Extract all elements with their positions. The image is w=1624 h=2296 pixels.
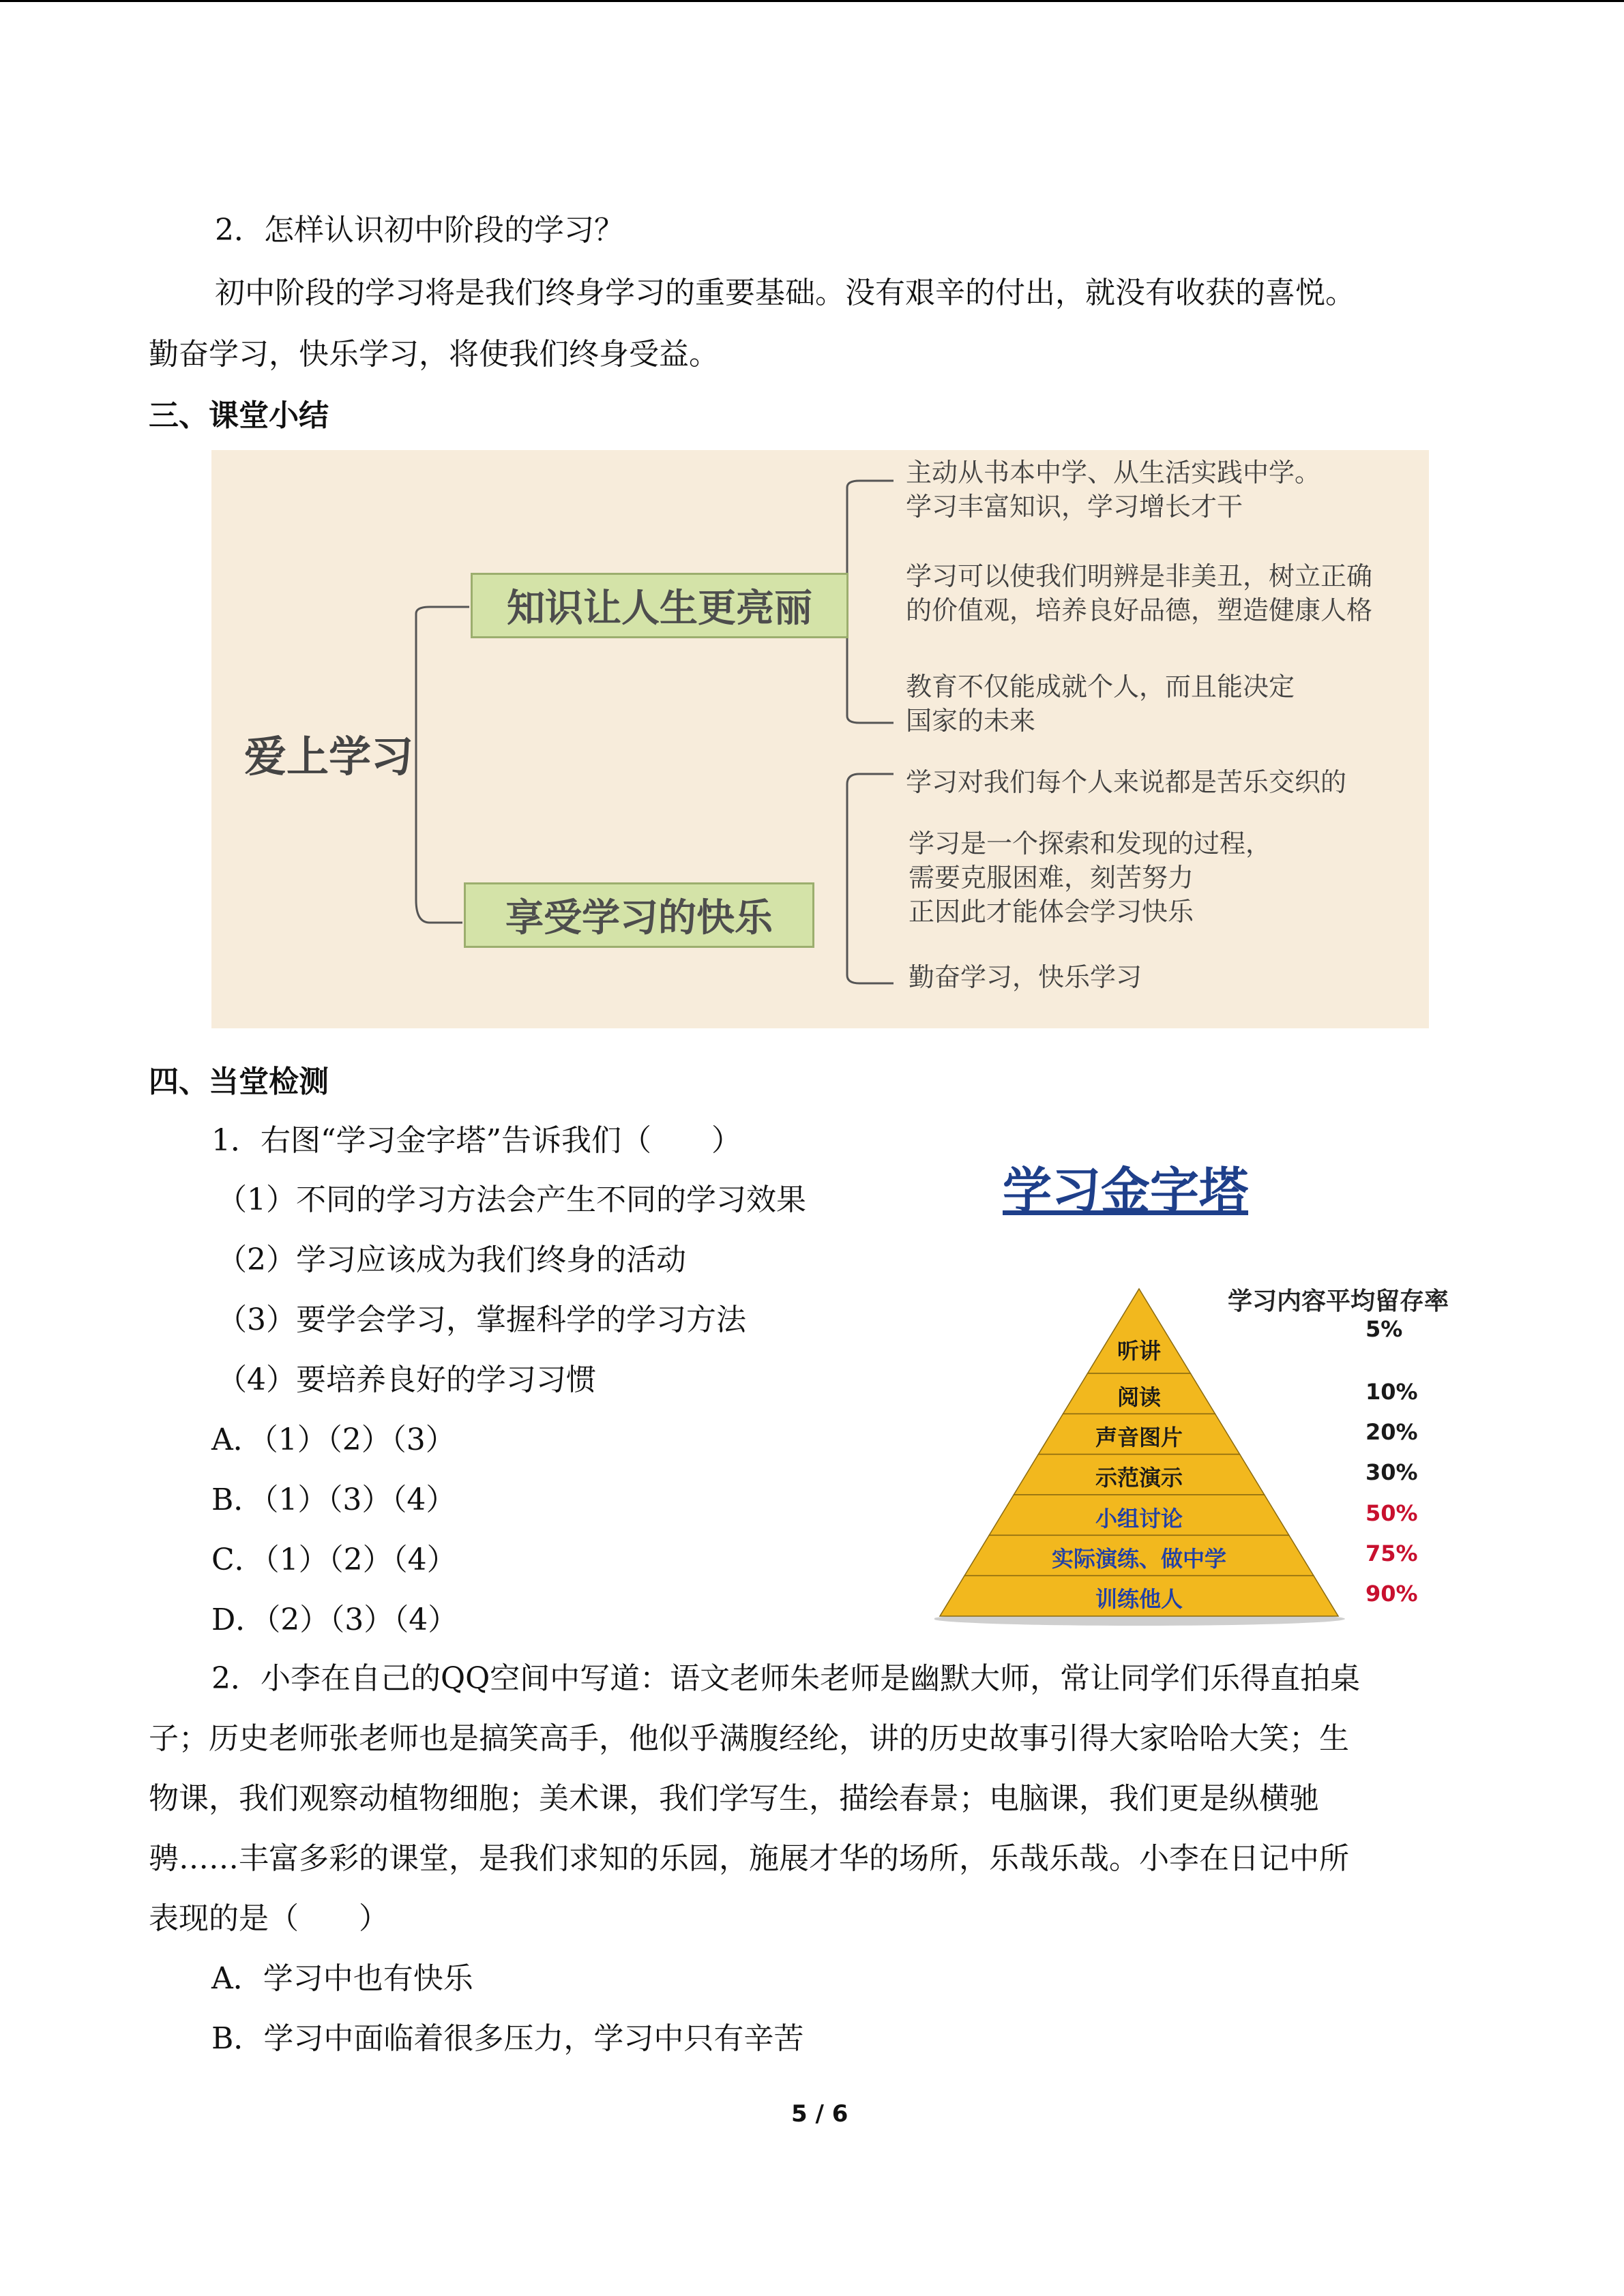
q1-stem: 1．右图“学习金字塔”告诉我们（ ） (211, 1123, 741, 1158)
q2-paragraph-line2: 勤奋学习，快乐学习，将使我们终身受益。 (149, 337, 719, 372)
pyramid-tier-percent: 50% (1365, 1500, 1418, 1526)
pyramid-tier-label: 示范演示 (1095, 1465, 1183, 1491)
mindmap-branch-2: 享受学习的快乐 (464, 882, 814, 948)
pyramid-tier-label: 阅读 (1117, 1384, 1162, 1410)
q2-paragraph-line1: 初中阶段的学习将是我们终身学习的重要基础。没有艰辛的付出，就没有收获的喜悦。 (215, 275, 1355, 310)
mindmap-leaf: 学习对我们每个人来说都是苦乐交织的 (906, 767, 1347, 797)
mindmap-root: 爱上学习 (244, 732, 414, 781)
pyramid-tier-label: 声音图片 (1095, 1425, 1183, 1450)
pyramid-tier-percent: 20% (1365, 1419, 1418, 1445)
q1-statement: （1）不同的学习方法会产生不同的学习效果 (217, 1182, 806, 1217)
q1-statement: （2）学习应该成为我们终身的活动 (217, 1242, 686, 1277)
q2-option-a: A．学习中也有快乐 (211, 1961, 473, 1996)
mindmap-leaf: 主动从书本中学、从生活实践中学。 学习丰富知识，学习增长才干 (906, 458, 1321, 522)
q2-text-line: 2．小李在自己的QQ空间中写道：语文老师朱老师是幽默大师，常让同学们乐得直拍桌 (211, 1661, 1361, 1696)
pyramid-tier-percent: 10% (1365, 1378, 1418, 1405)
pyramid-tier-label: 听讲 (1117, 1338, 1162, 1364)
mindmap-leaf: 学习可以使我们明辨是非美丑，树立正确 的价值观，培养良好品德，塑造健康人格 (906, 561, 1373, 625)
q2-text-line: 物课，我们观察动植物细胞；美术课，我们学写生，描绘春景；电脑课，我们更是纵横驰 (149, 1781, 1319, 1816)
q1-statement: （4）要培养良好的学习习惯 (217, 1362, 596, 1397)
q1-option-c: C．（1）（2）（4） (211, 1542, 457, 1577)
pyramid-tier-label: 小组讨论 (1095, 1505, 1183, 1532)
page-number: 5 / 6 (791, 2100, 848, 2128)
mindmap-leaf: 勤奋学习，快乐学习 (909, 962, 1142, 992)
learning-pyramid (934, 1146, 1501, 1630)
q1-option-a: A．（1）（2）（3） (211, 1422, 456, 1457)
pyramid-tier-percent: 90% (1365, 1581, 1418, 1607)
q1-statement: （3）要学会学习，掌握科学的学习方法 (217, 1302, 746, 1337)
pyramid-subtitle: 学习内容平均留存率 (1228, 1287, 1449, 1315)
q2-heading: 2．怎样认识初中阶段的学习？ (215, 213, 624, 248)
q1-option-b: B．（1）（3）（4） (211, 1482, 456, 1517)
mindmap-leaf: 教育不仅能成就个人，而且能决定 国家的未来 (906, 672, 1295, 736)
pyramid-tier-percent: 5% (1365, 1316, 1403, 1342)
q2-text-line: 子；历史老师张老师也是搞笑高手，他似乎满腹经纶，讲的历史故事引得大家哈哈大笑；生 (149, 1721, 1349, 1756)
mindmap (211, 450, 1429, 1028)
mindmap-branch-1: 知识让人生更亮丽 (471, 573, 848, 638)
mindmap-leaf: 学习是一个探索和发现的过程， 需要克服困难，刻苦努力 正因此才能体会学习快乐 (909, 829, 1272, 927)
pyramid-title: 学习金字塔 (1003, 1162, 1249, 1219)
q2-option-b: B．学习中面临着很多压力，学习中只有辛苦 (211, 2021, 804, 2056)
pyramid-tier-label: 实际演练、做中学 (1051, 1546, 1227, 1572)
q1-option-d: D．（2）（3）（4） (211, 1602, 458, 1637)
pyramid-tier-label: 训练他人 (1095, 1586, 1183, 1613)
section4-heading: 四、当堂检测 (149, 1064, 329, 1099)
pyramid-tier-percent: 75% (1365, 1540, 1418, 1566)
section3-heading: 三、课堂小结 (149, 398, 329, 433)
top-rule (0, 0, 1624, 2)
pyramid-tier-percent: 30% (1365, 1459, 1418, 1486)
q2-text-line: 表现的是（ ） (149, 1901, 389, 1936)
q2-text-line: 骋……丰富多彩的课堂，是我们求知的乐园，施展才华的场所，乐哉乐哉。小李在日记中所 (149, 1841, 1349, 1876)
